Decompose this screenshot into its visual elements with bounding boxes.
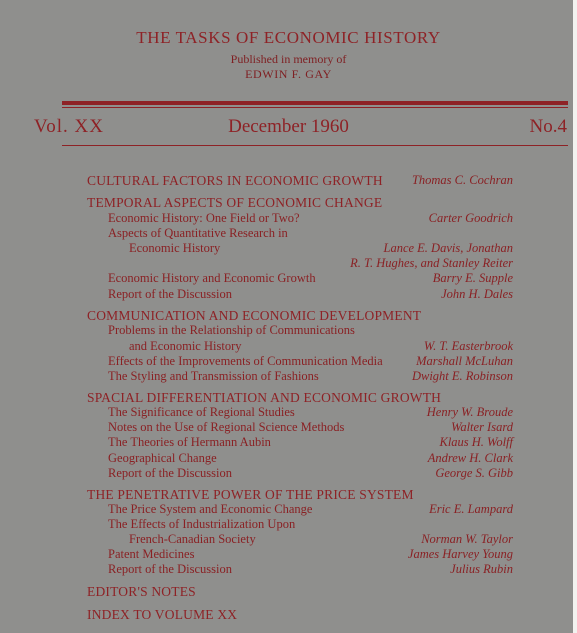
published-note: Published in memory of <box>230 52 347 66</box>
toc-title: Geographical Change <box>108 451 217 465</box>
toc-entry <box>108 517 513 532</box>
toc-title: COMMUNICATION AND ECONOMIC DEVELOPMENT <box>87 308 422 323</box>
toc-title: French-Canadian Society <box>129 532 256 546</box>
toc-title: Patent Medicines <box>108 547 195 561</box>
toc-title: Economic History <box>129 241 221 255</box>
bottom-rule <box>62 145 568 146</box>
memorial-name: EDWIN F. GAY <box>245 67 332 81</box>
toc-section <box>87 390 513 405</box>
toc-section <box>87 308 513 323</box>
toc-entry <box>108 226 513 241</box>
toc-author: James Harvey Young <box>407 547 513 561</box>
issue-number: No.4 <box>529 116 567 137</box>
toc-entry <box>108 547 513 562</box>
toc-title: Problems in the Relationship of Communications <box>108 323 355 337</box>
journal-title: THE TASKS OF ECONOMIC HISTORY <box>136 28 441 47</box>
toc-section <box>87 584 513 599</box>
page-edge <box>573 0 577 633</box>
toc-entry <box>108 256 513 271</box>
toc-author: Norman W. Taylor <box>421 532 513 546</box>
toc-entry <box>129 241 513 256</box>
top-rule-thick <box>62 101 568 105</box>
toc-author: Klaus H. Wolff <box>439 435 513 449</box>
toc-title: Economic History and Economic Growth <box>108 271 316 285</box>
toc-title: Effects of the Improvements of Communication Media <box>108 354 383 368</box>
toc-title: The Theories of Hermann Aubin <box>108 435 271 449</box>
toc-author: Lance E. Davis, Jonathan <box>383 241 513 255</box>
toc-author: R. T. Hughes, and Stanley Reiter <box>350 256 513 270</box>
top-rule-thin <box>62 107 568 108</box>
toc-entry <box>108 420 513 435</box>
toc-entry <box>108 466 513 481</box>
toc-section <box>87 607 513 622</box>
toc-title: INDEX TO VOLUME XX <box>87 607 238 622</box>
toc-section <box>87 173 513 188</box>
toc-section <box>87 195 513 210</box>
toc-author: John H. Dales <box>441 287 513 301</box>
toc-author: Marshall McLuhan <box>416 354 513 368</box>
toc-title: THE PENETRATIVE POWER OF THE PRICE SYSTEM <box>87 487 414 502</box>
toc-title: Report of the Discussion <box>108 562 232 576</box>
toc-entry <box>108 451 513 466</box>
toc-author: Dwight E. Robinson <box>411 369 513 383</box>
toc-author: George S. Gibb <box>435 466 513 480</box>
toc-title: Report of the Discussion <box>108 466 232 480</box>
toc-title: Economic History: One Field or Two? <box>108 211 300 225</box>
toc-entry <box>108 271 513 286</box>
toc-author: Henry W. Broude <box>426 405 513 419</box>
toc-entry <box>108 323 513 338</box>
toc-title: The Price System and Economic Change <box>108 502 313 516</box>
toc-entry <box>108 211 513 226</box>
toc-entry <box>129 532 513 547</box>
toc-title: CULTURAL FACTORS IN ECONOMIC GROWTH <box>87 173 383 188</box>
toc-title: The Effects of Industrialization Upon <box>108 517 296 531</box>
toc-author: Walter Isard <box>451 420 513 434</box>
issue-date: December 1960 <box>228 116 349 137</box>
toc-section <box>87 487 513 502</box>
toc-author: Barry E. Supple <box>432 271 513 285</box>
toc-title: The Significance of Regional Studies <box>108 405 295 419</box>
toc-title: EDITOR'S NOTES <box>87 584 196 599</box>
toc-author: W. T. Easterbrook <box>423 339 513 353</box>
toc-entry <box>108 405 513 420</box>
toc-entry <box>108 354 513 369</box>
toc-author: Thomas C. Cochran <box>411 173 513 187</box>
toc-title: Notes on the Use of Regional Science Methods <box>108 420 345 434</box>
toc-author: Andrew H. Clark <box>427 451 513 465</box>
toc-entry <box>108 562 513 577</box>
toc-title: The Styling and Transmission of Fashions <box>108 369 319 383</box>
toc-title: TEMPORAL ASPECTS OF ECONOMIC CHANGE <box>87 195 383 210</box>
toc-entry <box>129 339 513 354</box>
toc-title: SPACIAL DIFFERENTIATION AND ECONOMIC GROWTH <box>87 390 442 405</box>
toc-author: Julius Rubin <box>450 562 513 576</box>
toc-title: and Economic History <box>129 339 242 353</box>
toc-entry <box>108 369 513 384</box>
volume-label: Vol. XX <box>34 116 104 137</box>
toc-title: Report of the Discussion <box>108 287 232 301</box>
toc-author: Carter Goodrich <box>428 211 513 225</box>
toc-entry <box>108 502 513 517</box>
toc-title: Aspects of Quantitative Research in <box>108 226 288 240</box>
toc-entry <box>108 435 513 450</box>
toc-author: Eric E. Lampard <box>429 502 513 516</box>
toc-entry <box>108 287 513 302</box>
